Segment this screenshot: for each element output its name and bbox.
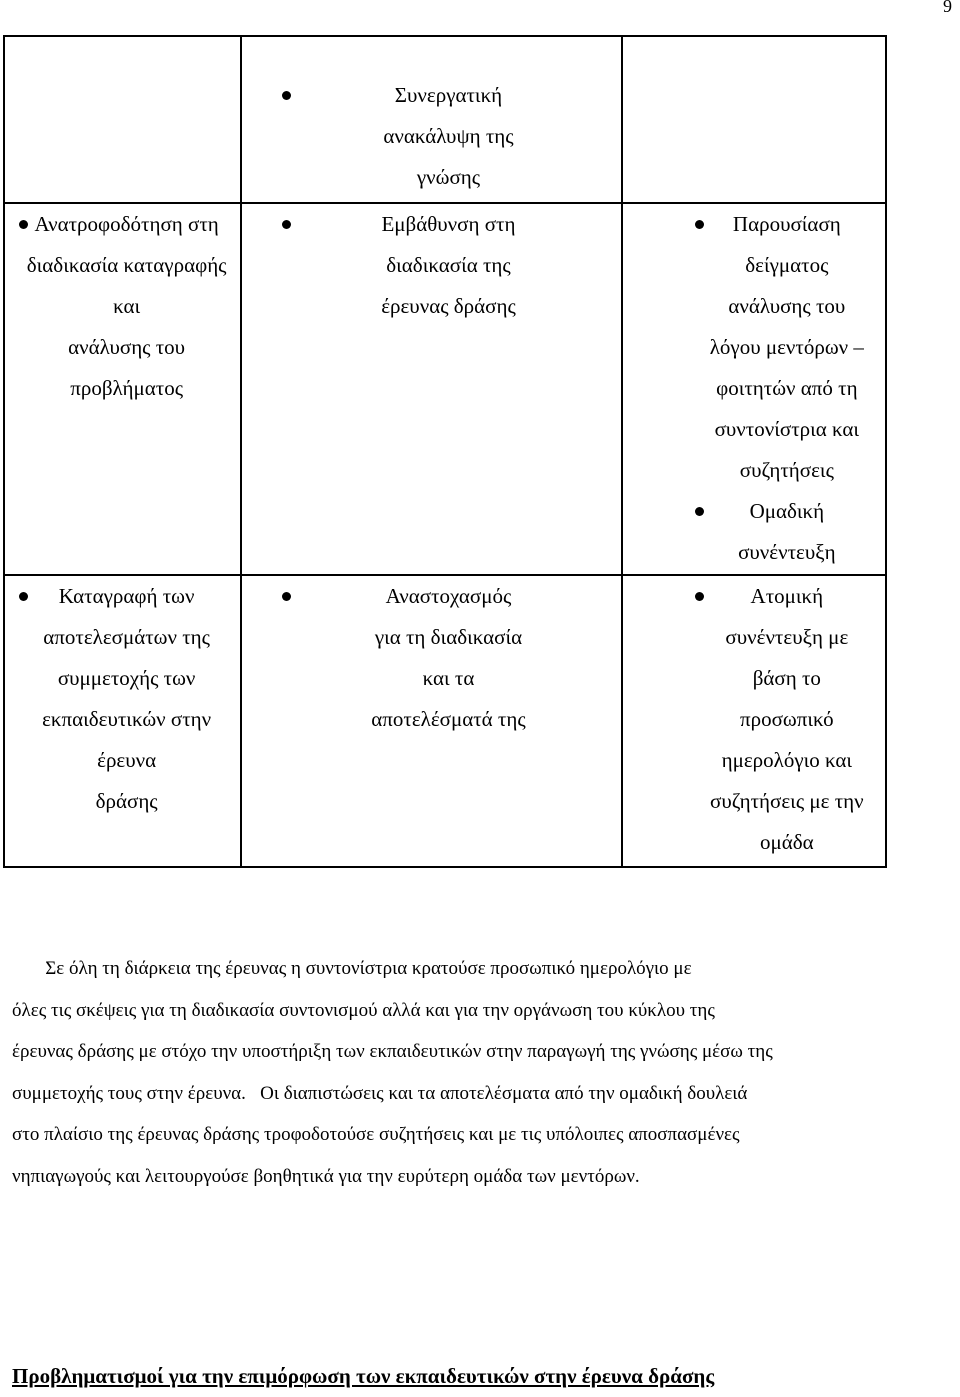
list-item xyxy=(695,576,879,863)
list-item xyxy=(695,204,879,491)
paragraph-indent xyxy=(12,958,45,979)
list-item-line: συζητήσεις με την xyxy=(710,789,864,813)
bullet-icon xyxy=(695,592,704,601)
list-item xyxy=(19,204,234,409)
list-item-line: συζητήσεις xyxy=(739,458,834,482)
list-item-line: Παρουσίαση xyxy=(732,212,841,236)
list-item-line: για τη διαδικασία xyxy=(374,625,523,649)
cell-content xyxy=(242,204,620,327)
methods-table xyxy=(3,35,887,868)
table-row xyxy=(4,203,886,575)
table-cell xyxy=(622,575,886,867)
list-item-line: ομάδα xyxy=(760,830,814,854)
table-cell xyxy=(241,203,621,575)
page-number: 9 xyxy=(943,0,952,16)
list-item-line: δράσης xyxy=(95,789,158,813)
list-item-line: λόγου μεντόρων – xyxy=(709,335,864,359)
paragraph-line: συμμετοχής τους στην έρευνα. Οι διαπιστώσεις και τα αποτελέσματα από την ομαδική δουλειά xyxy=(12,1082,748,1104)
list-item-line: Ομαδική xyxy=(749,499,825,523)
list-item-line: έρευνας δράσης xyxy=(381,294,516,318)
body-paragraph xyxy=(12,948,958,1197)
table-cell xyxy=(241,575,621,867)
list-item xyxy=(282,204,614,327)
list-item-line: Ανατροφοδότηση στη xyxy=(34,212,219,236)
table-cell xyxy=(622,36,886,203)
list-item-line: διαδικασία της xyxy=(386,253,511,277)
table-cell xyxy=(241,36,621,203)
list-item-line: και τα xyxy=(422,666,475,690)
list-item-line: αποτελέσματά της xyxy=(371,707,526,731)
list-item xyxy=(695,491,879,573)
table-row xyxy=(4,575,886,867)
list-item-line: ημερολόγιο και xyxy=(721,748,853,772)
list-item-line: συνέντευξη με xyxy=(725,625,849,649)
list-item xyxy=(282,576,614,740)
list-item-line: συντονίστρια και xyxy=(714,417,860,441)
list-item-line: εκπαιδευτικών στην έρευνα xyxy=(42,707,212,772)
bullet-icon xyxy=(19,220,28,229)
list-item-line: γνώσης xyxy=(416,165,481,189)
list-item-line: βάση το xyxy=(752,666,821,690)
table-cell xyxy=(4,203,241,575)
cell-content xyxy=(5,204,240,409)
cell-content xyxy=(5,576,240,822)
list-item-line: Αναστοχασμός xyxy=(385,584,512,608)
paragraph-line: όλες τις σκέψεις για τη διαδικασία συντονισμού αλλά και για την οργάνωση του κύκλου της xyxy=(12,999,715,1021)
list-item xyxy=(19,576,234,822)
list-item-line: φοιτητών από τη xyxy=(716,376,858,400)
paragraph-line: στο πλαίσιο της έρευνας δράσης τροφοδοτούσε συζητήσεις και με τις υπόλοιπες αποσπασμένες xyxy=(12,1124,740,1145)
table-cell xyxy=(622,203,886,575)
cell-content xyxy=(242,37,620,198)
list-item-line: Εμβάθυνση στη xyxy=(381,212,516,236)
paragraph-line: έρευνας δράσης με στόχο την υποστήριξη των εκπαιδευτικών στην παραγωγή της γνώσης μέσω της xyxy=(12,1041,773,1062)
list-item-line: δείγματος xyxy=(745,253,829,277)
list-item-line: Καταγραφή των xyxy=(58,584,195,608)
list-item-line: ανάλυσης του xyxy=(68,335,186,359)
bullet-icon xyxy=(695,507,704,516)
cell-content xyxy=(623,576,885,863)
list-item-line: διαδικασία καταγραφής και xyxy=(26,253,227,318)
cell-content xyxy=(623,204,885,573)
cell-content xyxy=(242,576,620,740)
list-item-line: προβλήματος xyxy=(70,376,184,400)
list-item-line: αποτελεσμάτων της xyxy=(43,625,210,649)
list-item-line: ανάλυσης του xyxy=(728,294,846,318)
bullet-icon xyxy=(695,220,704,229)
bullet-icon xyxy=(19,592,28,601)
table-cell xyxy=(4,36,241,203)
list-item-line: προσωπικό xyxy=(740,707,834,731)
list-item-line: Ατομική xyxy=(750,584,824,608)
list-item-line: συμμετοχής των xyxy=(57,666,196,690)
list-item-line: Συνεργατική xyxy=(394,83,503,107)
section-heading: Προβληματισμοί για την επιμόρφωση των εκπαιδευτικών στην έρευνα δράσης xyxy=(12,1364,715,1388)
paragraph-line: Σε όλη τη διάρκεια της έρευνας η συντονίστρια κρατούσε προσωπικό ημερολόγιο με xyxy=(12,948,958,990)
table-row xyxy=(4,36,886,203)
list-item xyxy=(282,75,614,198)
table-cell xyxy=(4,575,241,867)
list-item-line: συνέντευξη xyxy=(738,540,836,564)
paragraph-line: νηπιαγωγούς και λειτουργούσε βοηθητικά για την ευρύτερη ομάδα των μεντόρων. xyxy=(12,1165,640,1187)
list-item-line: ανακάλυψη της xyxy=(383,124,514,148)
